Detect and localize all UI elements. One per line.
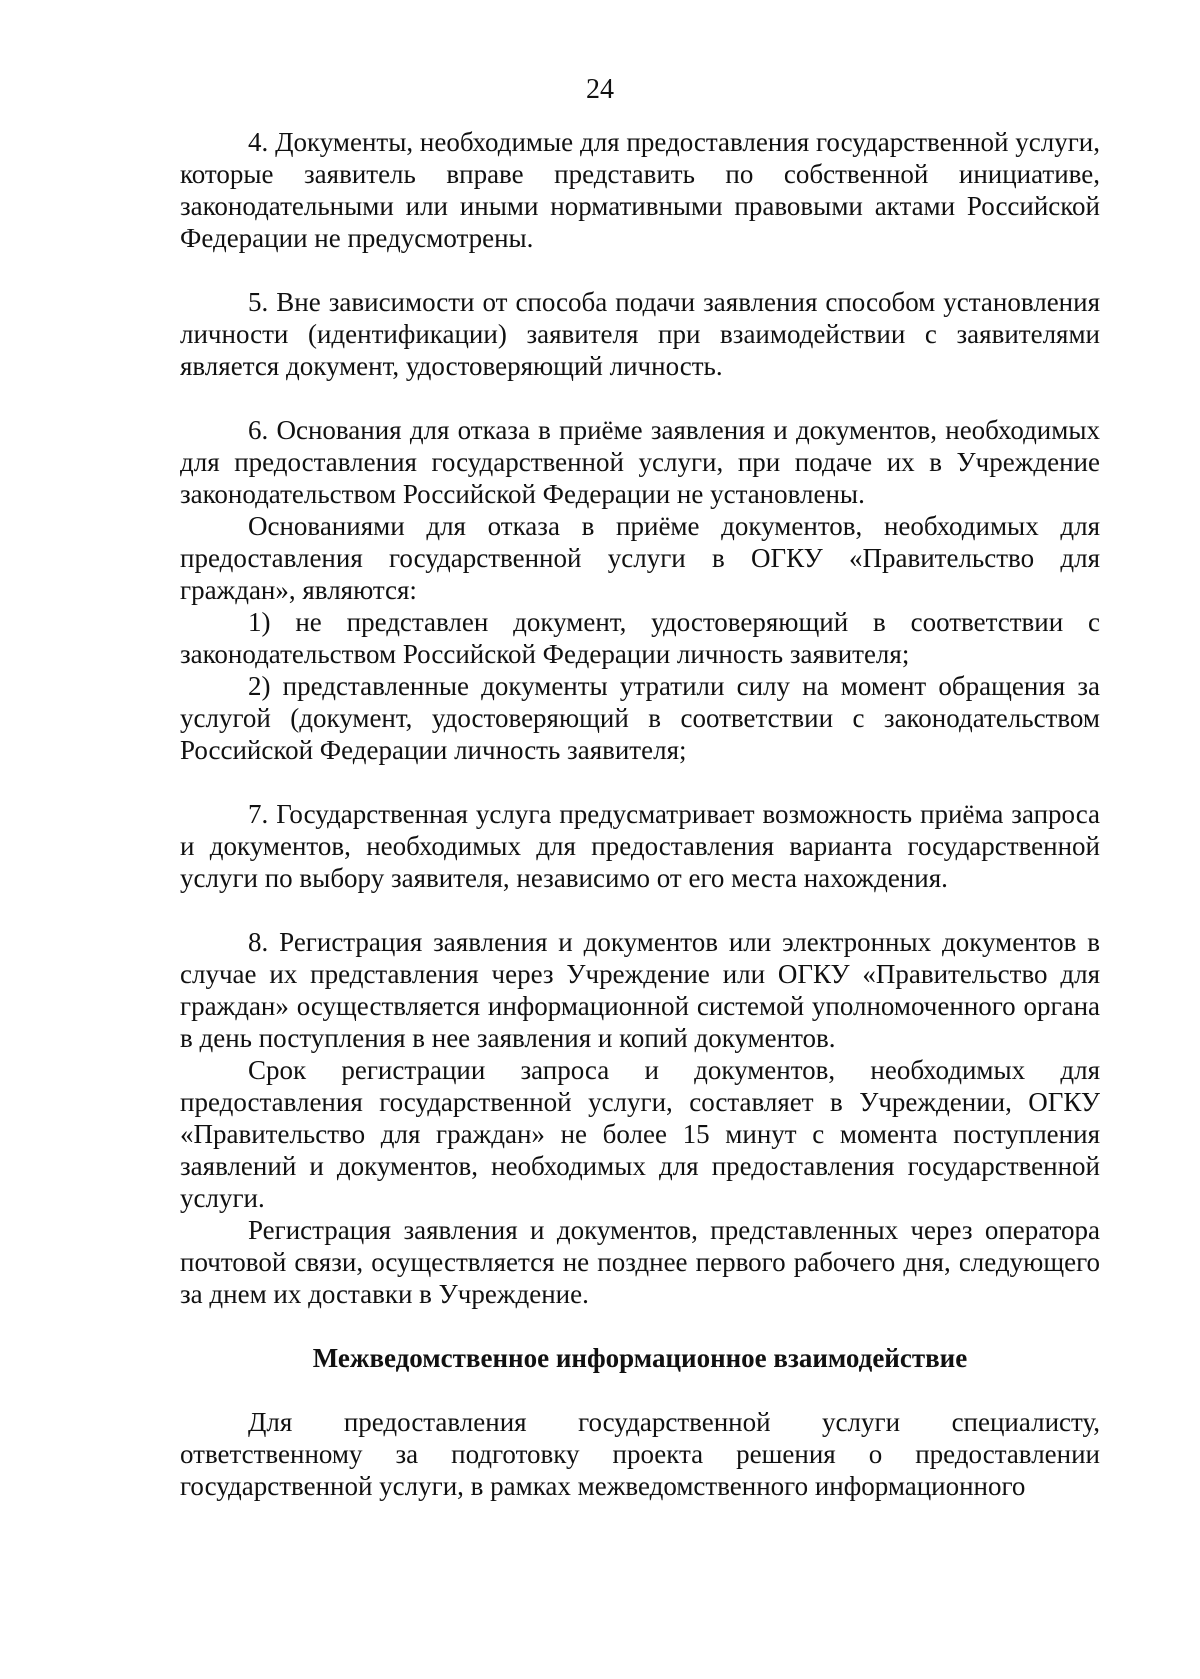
- paragraph-8-postal-registration: Регистрация заявления и документов, представленных через оператора почтовой связи, осуществляется не позднее первого рабочего дня, следующего за днем их доставки в Учреждение.: [180, 1215, 1100, 1309]
- paragraph-6-refusal-grounds: Основаниями для отказа в приёме документов, необходимых для предоставления государственной услуги в ОГКУ «Правительство для граждан», являются:: [180, 511, 1100, 605]
- paragraph-gap: [180, 894, 1100, 926]
- paragraph-6: 6. Основания для отказа в приёме заявления и документов, необходимых для предоставления государственной услуги, при подаче их в Учреждение законодательством Российской Федерации не установлены.: [180, 415, 1100, 509]
- paragraph-6-item-1: 1) не представлен документ, удостоверяющий в соответствии с законодательством Российской Федерации личность заявителя;: [180, 607, 1100, 669]
- paragraph-gap: [180, 1374, 1100, 1406]
- paragraph-4: 4. Документы, необходимые для предоставления государственной услуги, которые заявитель вправе представить по собственной инициативе, законодательными или иными нормативными правовыми актами Российской Федерации не предусмотрены.: [180, 127, 1100, 253]
- document-body: [180, 126, 1100, 1502]
- paragraph-8: 8. Регистрация заявления и документов или электронных документов в случае их представления через Учреждение или ОГКУ «Правительство для граждан» осуществляется информационной системой уполномоченного органа в день поступления в нее заявления и копий документов.: [180, 927, 1100, 1053]
- page-number: 24: [586, 74, 614, 105]
- section-heading: Межведомственное информационное взаимодействие: [312, 1343, 968, 1373]
- paragraph-interagency: Для предоставления государственной услуги специалисту, ответственному за подготовку проекта решения о предоставлении государственной услуги, в рамках межведомственного информационного: [180, 1407, 1100, 1501]
- paragraph-8-registration-term: Срок регистрации запроса и документов, необходимых для предоставления государственной услуги, составляет в Учреждении, ОГКУ «Правительство для граждан» не более 15 минут с момента поступления заявлений и документов, необходимых для предоставления государственной услуги.: [180, 1055, 1100, 1213]
- paragraph-gap: [180, 254, 1100, 286]
- paragraph-gap: [180, 1310, 1100, 1342]
- paragraph-gap: [180, 382, 1100, 414]
- paragraph-6-item-2: 2) представленные документы утратили силу на момент обращения за услугой (документ, удостоверяющий в соответствии с законодательством Российской Федерации личность заявителя;: [180, 671, 1100, 765]
- paragraph-5: 5. Вне зависимости от способа подачи заявления способом установления личности (идентификации) заявителя при взаимодействии с заявителями является документ, удостоверяющий личность.: [180, 287, 1100, 381]
- paragraph-gap: [180, 766, 1100, 798]
- paragraph-7: 7. Государственная услуга предусматривает возможность приёма запроса и документов, необходимых для предоставления варианта государственной услуги по выбору заявителя, независимо от его места нахождения.: [180, 799, 1100, 893]
